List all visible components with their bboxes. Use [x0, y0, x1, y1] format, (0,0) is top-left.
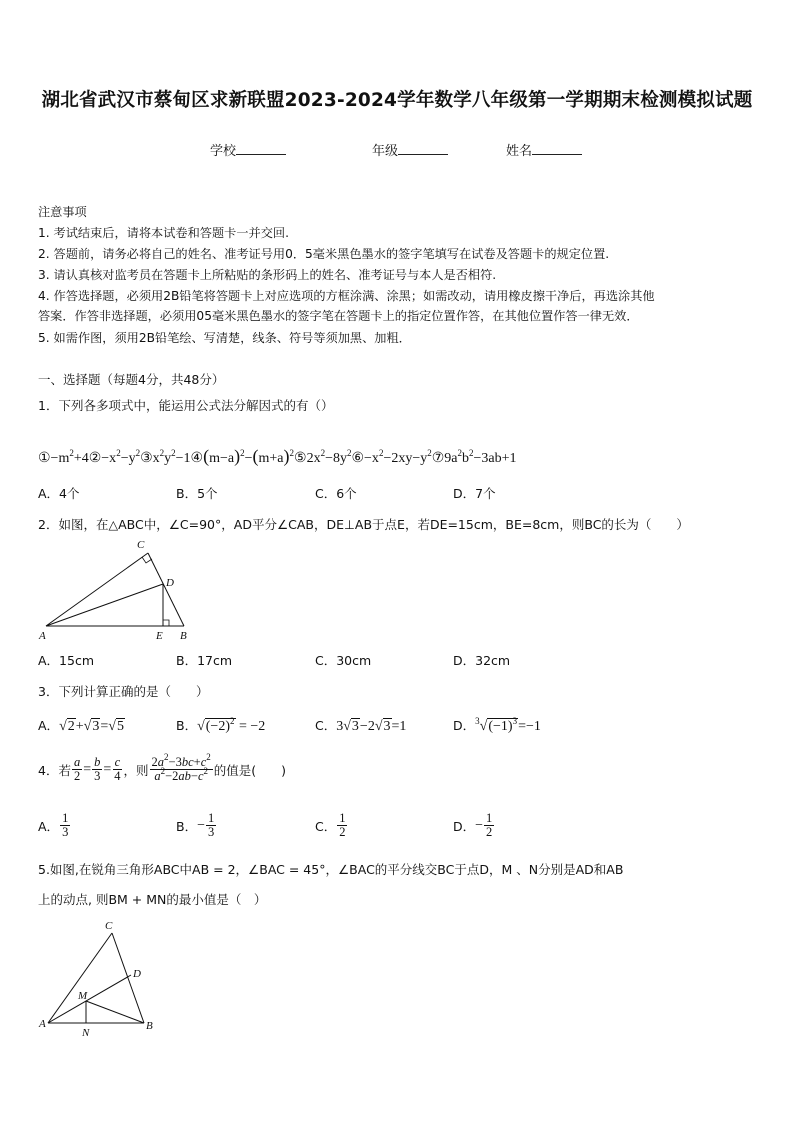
label-c: C: [105, 920, 113, 932]
q4-option-d-letter: D．: [453, 818, 476, 834]
q3-option-d-letter: D．: [453, 718, 476, 733]
q3-option-a-letter: A．: [38, 718, 60, 733]
q1-option-a[interactable]: A．4个: [38, 486, 80, 501]
q3-option-a[interactable]: A．√2+√3=√5: [38, 718, 124, 734]
note-item: 3. 请认真核对监考员在答题卡上所粘贴的条形码上的姓名、准考证号与本人是否相符.: [38, 268, 497, 282]
name-label: 姓名: [506, 144, 533, 159]
q2-option-a[interactable]: A．15cm: [38, 653, 95, 668]
q1-expressions: $①-m^2+4②-x^2-y^2③x^2y^2-1④(m-a)^2-(m+a)^2⑤2x^2-8y^2⑥-x^2-2xy-y^2⑦9a^2b^2-3ab+1$: [38, 446, 517, 466]
q1-stem: 1．下列各多项式中，能运用公式法分解因式的有（）: [38, 398, 334, 413]
q3-option-c[interactable]: C．3√3−2√3=1: [315, 718, 407, 734]
label-b: B: [146, 1020, 153, 1032]
note-item: 2. 答题前，请务必将自己的姓名、准考证号用0．5毫米黑色墨水的签字笔填写在试卷及答题卡的规定位置.: [38, 247, 610, 261]
name-blank: [532, 142, 582, 155]
q1-option-d[interactable]: D．7个: [453, 486, 496, 501]
notes-heading: 注意事项: [38, 205, 87, 219]
side-cb: [148, 553, 184, 626]
q5-triangle-figure: [36, 915, 166, 1040]
section-heading: 一、选择题（每题4分，共48分）: [38, 372, 225, 387]
q4-mid: ，则: [123, 762, 149, 778]
side-ac: [48, 933, 112, 1023]
label-b: B: [180, 630, 187, 642]
note-item: 1. 考试结束后，请将本试卷和答题卡一并交回.: [38, 226, 289, 240]
q3-option-b-letter: B．: [176, 718, 198, 733]
note-item: 4. 作答选择题，必须用2B铅笔将答题卡上对应选项的方框涂满、涂黑；如需改动，请用橡皮擦干净后，再选涂其他: [38, 289, 655, 303]
q2-option-c[interactable]: C．30cm: [315, 653, 372, 668]
segment-bm: [86, 1001, 144, 1023]
grade-blank: [398, 142, 448, 155]
q2-option-d[interactable]: D．32cm: [453, 653, 511, 668]
q3-stem: 3．下列计算正确的是（ ）: [38, 684, 209, 699]
school-label: 学校: [210, 144, 237, 159]
q2-stem: 2．如图，在△ABC中，∠C=90°，AD平分∠CAB，DE⊥AB于点E，若DE=15cm，BE=8cm，则BC的长为（ ）: [38, 517, 689, 532]
q1-option-b[interactable]: B．5个: [176, 486, 218, 501]
q4-option-a-letter: A．: [38, 818, 60, 834]
label-n: N: [82, 1027, 90, 1039]
note-item: 5. 如需作图，须用2B铅笔绘、写清楚，线条、符号等须加黑、加粗．: [38, 331, 411, 345]
q3-option-b[interactable]: B．$√(-2)^2 = -2$: [176, 716, 266, 734]
name-field[interactable]: [506, 140, 582, 159]
grade-field[interactable]: [372, 140, 448, 159]
label-a: A: [39, 630, 46, 642]
label-e: E: [156, 630, 163, 642]
q5-line2: 上的动点, 则BM + MN的最小值是（ ）: [38, 892, 267, 907]
q4-option-a[interactable]: A． $\frac{1}{3}$: [38, 811, 69, 840]
right-angle-e: [163, 620, 169, 626]
note-item: 答案．作答非选择题，必须用05毫米黑色墨水的签字笔在答题卡上的指定位置作答，在其他位置作答一律无效．: [38, 309, 639, 323]
label-a: A: [39, 1018, 46, 1030]
q4-stem: 4．若 $\frac{a}{2}$ = $\frac{b}{3}$ = $\frac{c}{4}$ ，则 $\frac{2a^2-3bc+c^2}{a^2-2ab-c^2}$ 的值是( ): [38, 752, 287, 784]
q4-option-b[interactable]: B． − $\frac{1}{3}$: [176, 811, 215, 840]
label-d: D: [166, 577, 174, 589]
school-field[interactable]: [210, 140, 286, 159]
label-d: D: [133, 968, 141, 980]
q4-suffix: 的值是( ): [213, 762, 287, 778]
school-blank: [236, 142, 286, 155]
q5-line1: 5.如图,在锐角三角形ABC中AB = 2，∠BAC = 45°，∠BAC的平分线交BC于点D，M 、N分别是AD和AB: [38, 862, 624, 877]
q3-option-c-letter: C．: [315, 718, 337, 733]
q4-prefix: 4．若: [38, 762, 71, 778]
q1-option-c[interactable]: C．6个: [315, 486, 357, 501]
q4-option-c-letter: C．: [315, 818, 337, 834]
q4-option-c[interactable]: C． $\frac{1}{2}$: [315, 811, 346, 840]
q4-option-b-letter: B．: [176, 818, 198, 834]
q3-option-d[interactable]: D．$^3√(-1)^3=-1$: [453, 716, 541, 734]
side-ac: [46, 553, 148, 626]
segment-ad: [48, 975, 131, 1023]
label-c: C: [137, 539, 145, 551]
q2-triangle-figure: [36, 536, 196, 646]
page-title: 湖北省武汉市蔡甸区求新联盟2023-2024学年数学八年级第一学期期末检测模拟试题: [41, 90, 753, 111]
q4-option-d[interactable]: D． − $\frac{1}{2}$: [453, 811, 493, 840]
q2-option-b[interactable]: B．17cm: [176, 653, 233, 668]
grade-label: 年级: [372, 144, 399, 159]
segment-ad: [46, 584, 163, 626]
label-m: M: [78, 990, 88, 1002]
